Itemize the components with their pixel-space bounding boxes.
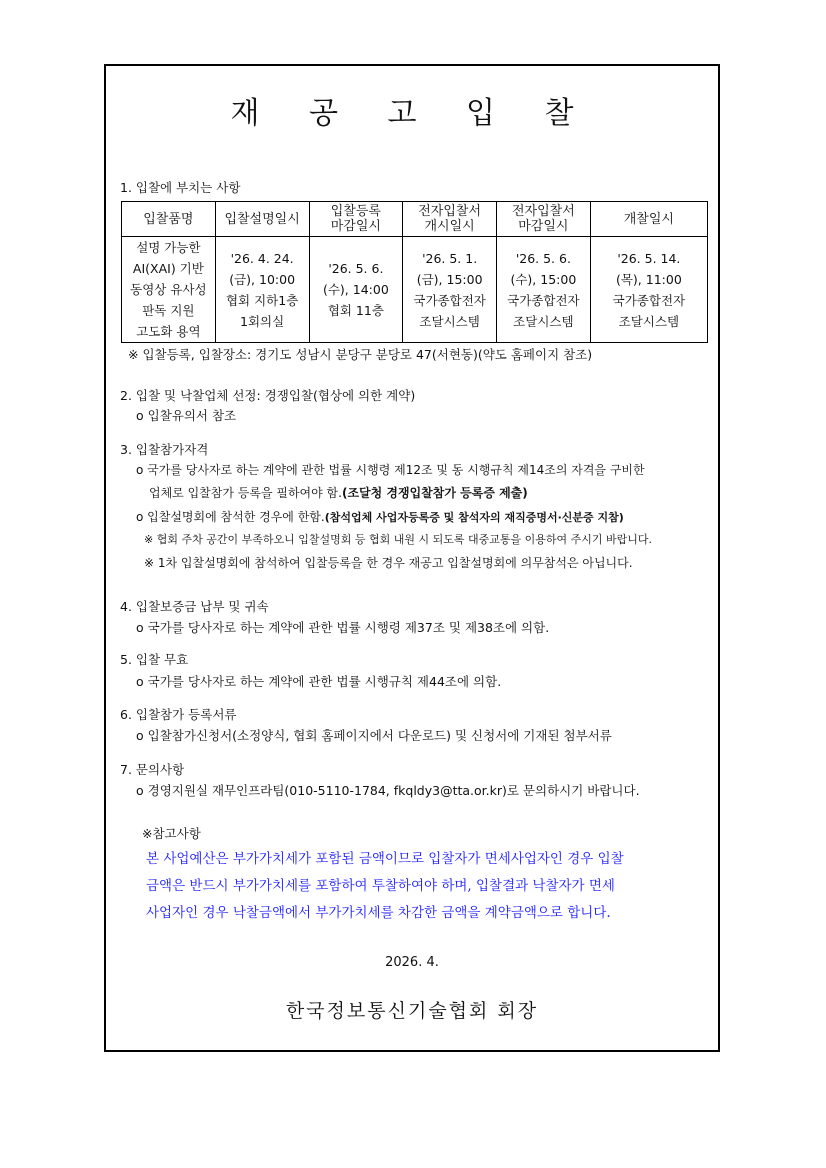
section-6-item: o 입찰참가신청서(소정양식, 협회 홈페이지에서 다운로드) 및 신청서에 기재된 첨부서류 xyxy=(136,728,612,743)
section-3-note-2: ※ 1차 입찰설명회에 참석하여 입찰등록을 한 경우 재공고 입찰설명회에 의무참석은 아닙니다. xyxy=(144,556,633,570)
cell-registration-deadline: '26. 5. 6. (수), 14:00 협회 11층 xyxy=(309,237,403,343)
section-3-item-1-text: 업체로 입찰참가 등록을 필하여야 함. xyxy=(149,486,342,500)
header-ebid-open: 전자입찰서 개시일시 xyxy=(403,202,497,237)
section-3-heading: 3. 입찰참가자격 xyxy=(120,442,209,457)
section-3-item-1-line-1: o 국가를 당사자로 하는 계약에 관한 법률 시행령 제12조 및 동 시행규칙 제14조의 자격을 구비한 xyxy=(136,463,645,477)
header-opening-datetime: 개찰일시 xyxy=(590,202,707,237)
reference-line-2: 금액은 반드시 부가가치세를 포함하여 투찰하여야 하며, 입찰결과 낙찰자가 면세 xyxy=(146,878,615,894)
section-3-item-2-bold: (참석업체 사업자등록증 및 참석자의 재직증명서·신분증 지참) xyxy=(324,511,624,524)
notice-frame xyxy=(104,64,720,1052)
section-7-item: o 경영지원실 재무인프라팀(010-5110-1784, fkqldy3@tta.or.kr)로 문의하시기 바랍니다. xyxy=(136,783,640,798)
cell-ebid-open: '26. 5. 1. (금), 15:00 국가종합전자 조달시스템 xyxy=(403,237,497,343)
header-registration-deadline: 입찰등록 마감일시 xyxy=(309,202,403,237)
cell-ebid-close: '26. 5. 6. (수), 15:00 국가종합전자 조달시스템 xyxy=(497,237,591,343)
section-1-heading: 1. 입찰에 부치는 사항 xyxy=(120,180,241,195)
reference-line-1: 본 사업예산은 부가가치세가 포함된 금액이므로 입찰자가 면세사업자인 경우 입찰 xyxy=(146,851,624,867)
notice-date: 2026. 4. xyxy=(385,955,439,970)
section-3-item-2-text: o 입찰설명회에 참석한 경우에 한함. xyxy=(136,510,325,524)
section-4-heading: 4. 입찰보증금 납부 및 귀속 xyxy=(120,599,269,614)
notice-title: 재 공 고 입 찰 xyxy=(230,96,594,131)
section-5-item: o 국가를 당사자로 하는 계약에 관한 법률 시행규칙 제44조에 의함. xyxy=(136,674,502,689)
table-header-row xyxy=(122,202,708,237)
header-item-name: 입찰품명 xyxy=(122,202,216,237)
section-2-heading: 2. 입찰 및 낙찰업체 선정: 경쟁입찰(협상에 의한 계약) xyxy=(120,388,416,403)
organization-name: 한국정보통신기술협회 회장 xyxy=(285,1000,539,1022)
table-row xyxy=(122,237,708,343)
section-5-heading: 5. 입찰 무효 xyxy=(120,652,189,667)
section-3-item-2 xyxy=(136,508,624,525)
section-3-item-1-bold: (조달청 경쟁입찰참가 등록증 제출) xyxy=(341,486,528,500)
section-3-note-1: ※ 협회 주차 공간이 부족하오니 입찰설명회 등 협회 내원 시 되도록 대중교통을 이용하여 주시기 바랍니다. xyxy=(144,533,652,546)
section-7-heading: 7. 문의사항 xyxy=(120,762,185,777)
section-1-note: ※ 입찰등록, 입찰장소: 경기도 성남시 분당구 분당로 47(서현동)(약도 홈페이지 참조) xyxy=(128,347,593,362)
section-2-item: o 입찰유의서 참조 xyxy=(136,408,237,423)
reference-line-3: 사업자인 경우 낙찰금액에서 부가가치세를 차감한 금액을 계약금액으로 합니다. xyxy=(146,905,611,921)
cell-opening-datetime: '26. 5. 14. (목), 11:00 국가종합전자 조달시스템 xyxy=(590,237,707,343)
header-ebid-close: 전자입찰서 마감일시 xyxy=(497,202,591,237)
cell-briefing-datetime: '26. 4. 24. (금), 10:00 협회 지하1층 1회의실 xyxy=(215,237,309,343)
section-3-item-1-line-2 xyxy=(149,484,528,501)
reference-heading: ※참고사항 xyxy=(142,826,201,841)
bid-schedule-table xyxy=(121,201,708,343)
cell-item-name: 설명 가능한 AI(XAI) 기반 동영상 유사성 판독 지원 고도화 용역 xyxy=(122,237,216,343)
section-4-item: o 국가를 당사자로 하는 계약에 관한 법률 시행령 제37조 및 제38조에 의함. xyxy=(136,620,550,635)
header-briefing-datetime: 입찰설명일시 xyxy=(215,202,309,237)
section-6-heading: 6. 입찰참가 등록서류 xyxy=(120,707,237,722)
